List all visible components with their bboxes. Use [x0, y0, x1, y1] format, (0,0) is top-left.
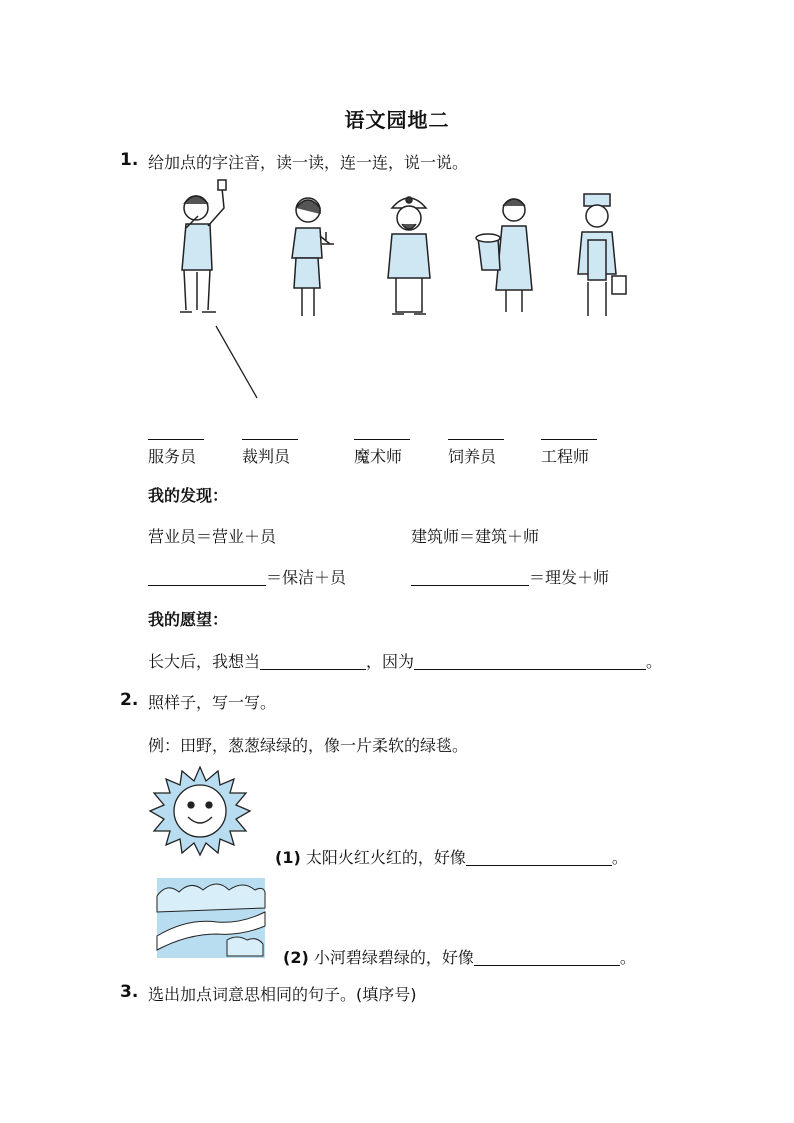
q2-item-1-number: (1) — [275, 848, 301, 867]
engineer-figure — [382, 188, 437, 323]
job-word: 工程师 — [541, 447, 590, 466]
q2-item-2-text: 小河碧绿碧绿的，好像 — [313, 948, 474, 967]
pinyin-blank-2[interactable] — [242, 439, 298, 440]
q2-example: 例：田野，葱葱绿绿的，像一片柔软的绿毯。 — [148, 736, 469, 755]
q1-number: 1. — [120, 150, 139, 170]
page-title: 语文园地二 — [344, 108, 450, 132]
q2-item-2-end: 。 — [619, 948, 636, 967]
q2-item-1 — [275, 845, 628, 868]
q2-item-2-number: (2) — [283, 948, 309, 967]
wish-label: 我的愿望： — [148, 610, 229, 629]
wish-text-2: ，因为 — [366, 652, 415, 671]
pinyin-blank-4[interactable] — [448, 439, 504, 440]
q1-instruction: 给加点的字注音，读一读，连一连，说一说。 — [148, 153, 469, 172]
equation-4-text: ＝理发＋师 — [529, 568, 610, 587]
job-word: 魔术师 — [354, 447, 403, 466]
wish-end: 。 — [646, 652, 663, 671]
job-word: 服务员 — [148, 447, 197, 466]
q2-item-1-end: 。 — [611, 848, 628, 867]
discovery-label: 我的发现： — [148, 486, 229, 505]
breeder-figure — [572, 190, 632, 322]
pinyin-blank-5[interactable] — [541, 439, 597, 440]
magician-figure — [474, 190, 544, 320]
connect-line — [214, 324, 260, 400]
wish-reason-blank[interactable] — [414, 651, 646, 670]
wish-job-blank[interactable] — [260, 651, 366, 670]
job-word: 裁判员 — [242, 447, 291, 466]
equation-3-text: ＝保洁＋员 — [266, 568, 347, 587]
q2-item-2 — [283, 945, 636, 968]
q3-instruction: 选出加点词意思相同的句子。(填序号) — [148, 985, 417, 1004]
q2-number: 2. — [120, 690, 139, 710]
referee-figure — [168, 180, 238, 320]
equation-3-blank[interactable] — [148, 567, 266, 586]
equation-3 — [148, 565, 346, 588]
equation-2: 建筑师＝建筑＋师 — [411, 527, 540, 546]
river-image — [157, 878, 265, 958]
waitress-figure — [282, 188, 342, 323]
sun-image — [148, 765, 252, 857]
q2-item-1-blank[interactable] — [466, 847, 612, 866]
job-word: 饲养员 — [448, 447, 497, 466]
equation-4 — [411, 565, 609, 588]
q3-number: 3. — [120, 982, 139, 1002]
q2-item-2-blank[interactable] — [474, 947, 620, 966]
wish-sentence — [148, 649, 662, 672]
pinyin-blank-3[interactable] — [354, 439, 410, 440]
equation-1: 营业员＝营业＋员 — [148, 527, 277, 546]
equation-4-blank[interactable] — [411, 567, 529, 586]
pinyin-blank-1[interactable] — [148, 439, 204, 440]
q2-item-1-text: 太阳火红火红的，好像 — [305, 848, 466, 867]
q2-instruction: 照样子，写一写。 — [148, 693, 277, 712]
wish-text-1: 长大后，我想当 — [148, 652, 261, 671]
